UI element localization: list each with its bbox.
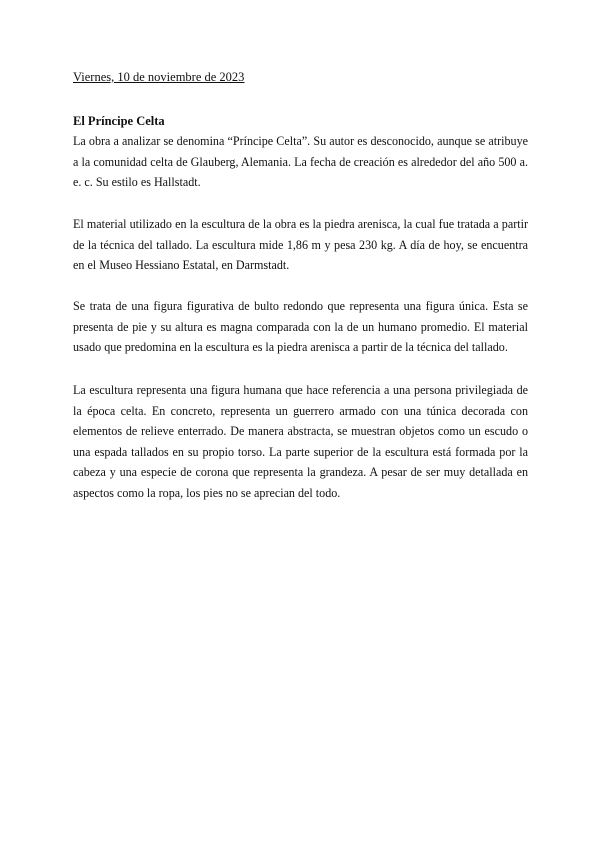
document-title: El Príncipe Celta xyxy=(73,114,165,128)
paragraph-4: La escultura representa una figura humana que hace referencia a una persona privilegiada de la época celta. En concreto, representa un guerrero armado con una túnica decorada con elementos de relieve enterrado. De manera abstracta, se muestran objetos como un escudo o una espada tallados en su propio torso. La parte superior de la escultura está formada por la cabeza y una especie de corona que representa la grandeza. A pesar de ser muy detallada en aspectos como la ropa, los pies no se aprecian del todo. xyxy=(73,383,528,500)
paragraph-1: La obra a analizar se denomina “Príncipe Celta”. Su autor es desconocido, aunque se atribuye a la comunidad celta de Glauberg, Alemania. La fecha de creación es alrededor del año 500 a. e. c. Su estilo es Hallstadt. xyxy=(73,134,528,190)
paragraph-3: Se trata de una figura figurativa de bulto redondo que representa una figura única. Esta se presenta de pie y su altura es magna comparada con la de un humano promedio. El material usado que predomina en la escultura es la piedra arenisca a partir de la técnica del tallado. xyxy=(73,299,528,355)
document-date: Viernes, 10 de noviembre de 2023 xyxy=(73,70,245,84)
paragraph-2: El material utilizado en la escultura de la obra es la piedra arenisca, la cual fue tratada a partir de la técnica del tallado. La escultura mide 1,86 m y pesa 230 kg. A día de hoy, se encuentra en el Museo Hessiano Estatal, en Darmstadt. xyxy=(73,217,528,273)
